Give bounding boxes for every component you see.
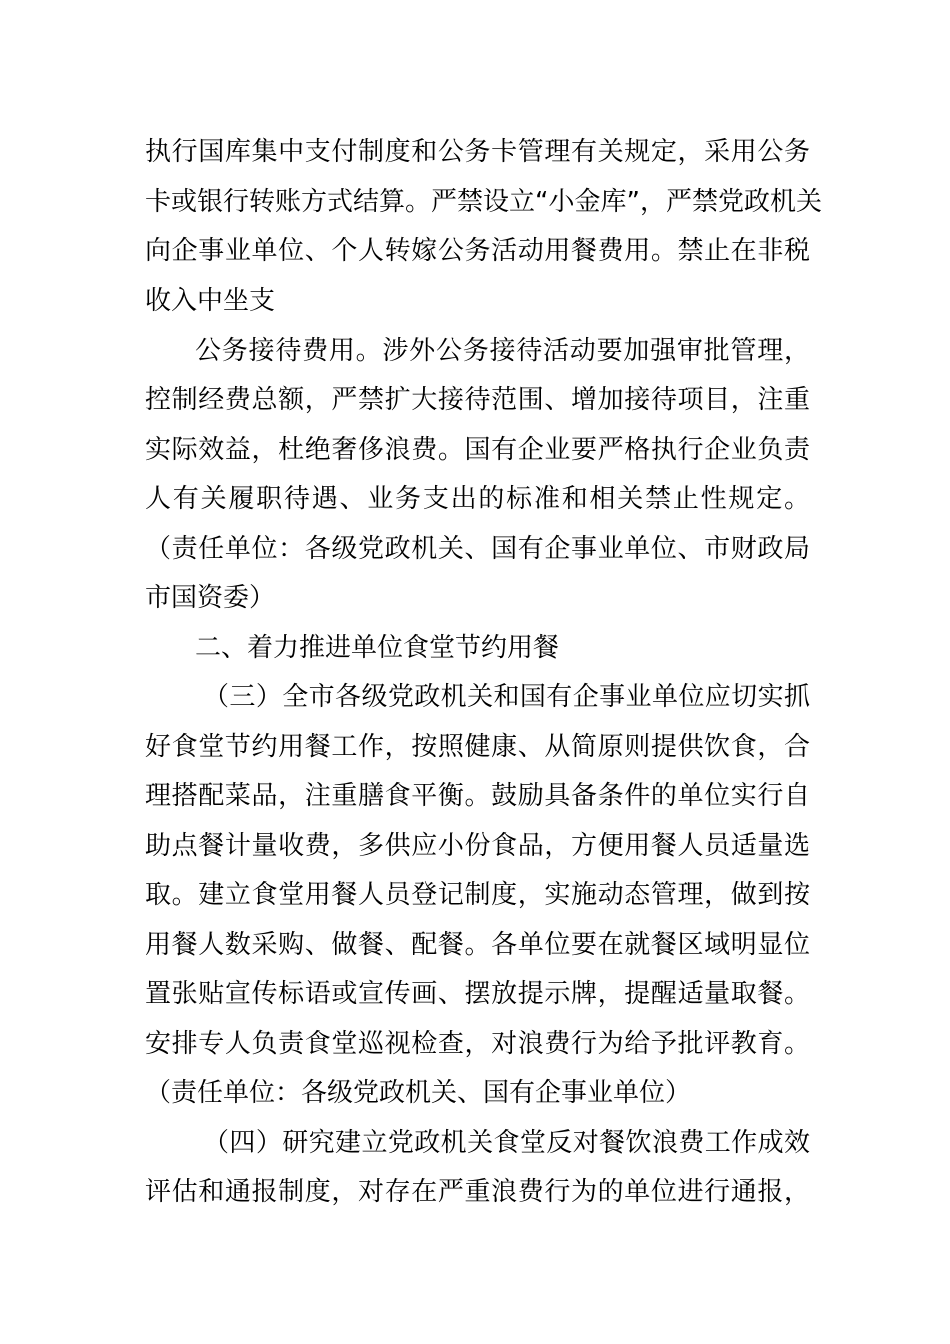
paragraph-line-22: 评估和通报制度，对存在严重浪费行为的单位进行通报， <box>145 1177 810 1207</box>
paragraph-line-2: 卡或银行转账方式结算。严禁设立“小金库”，严禁党政机关 <box>145 187 822 217</box>
section-heading: 二、着力推进单位食堂节约用餐 <box>195 633 560 663</box>
paragraph-line-14: 理搭配菜品，注重膳食平衡。鼓励具备条件的单位实行自 <box>145 781 810 811</box>
paragraph-line-12: （三）全市各级党政机关和国有企事业单位应切实抓 <box>203 682 810 712</box>
paragraph-line-18: 置张贴宣传标语或宣传画、摆放提示牌，提醒适量取餐。 <box>145 979 810 1009</box>
paragraph-line-3: 向企事业单位、个人转嫁公务活动用餐费用。禁止在非税 <box>145 236 810 266</box>
paragraph-line-20: （责任单位：各级党政机关、国有企事业单位） <box>145 1078 692 1108</box>
paragraph-line-17: 用餐人数采购、做餐、配餐。各单位要在就餐区域明显位 <box>145 930 810 960</box>
paragraph-line-16: 取。建立食堂用餐人员登记制度，实施动态管理，做到按 <box>145 880 810 910</box>
paragraph-line-15: 助点餐计量收费，多供应小份食品，方便用餐人员适量选 <box>145 831 810 861</box>
paragraph-line-13: 好食堂节约用餐工作，按照健康、从简原则提供饮食，合 <box>145 732 810 762</box>
paragraph-line-5: 公务接待费用。涉外公务接待活动要加强审批管理， <box>195 336 810 366</box>
paragraph-line-8: 人有关履职待遇、业务支出的标准和相关禁止性规定。 <box>145 484 810 514</box>
paragraph-line-9: （责任单位：各级党政机关、国有企事业单位、市财政局 <box>145 534 810 564</box>
paragraph-line-10: 市国资委） <box>145 583 276 613</box>
paragraph-line-21: （四）研究建立党政机关食堂反对餐饮浪费工作成效 <box>203 1128 810 1158</box>
paragraph-line-6: 控制经费总额，严禁扩大接待范围、增加接待项目，注重 <box>145 385 810 415</box>
paragraph-line-4: 收入中坐支 <box>145 286 276 316</box>
paragraph-line-19: 安排专人负责食堂巡视检查，对浪费行为给予批评教育。 <box>145 1029 810 1059</box>
paragraph-line-7: 实际效益，杜绝奢侈浪费。国有企业要严格执行企业负责 <box>145 435 810 465</box>
paragraph-line-1: 执行国库集中支付制度和公务卡管理有关规定，采用公务 <box>145 137 810 167</box>
